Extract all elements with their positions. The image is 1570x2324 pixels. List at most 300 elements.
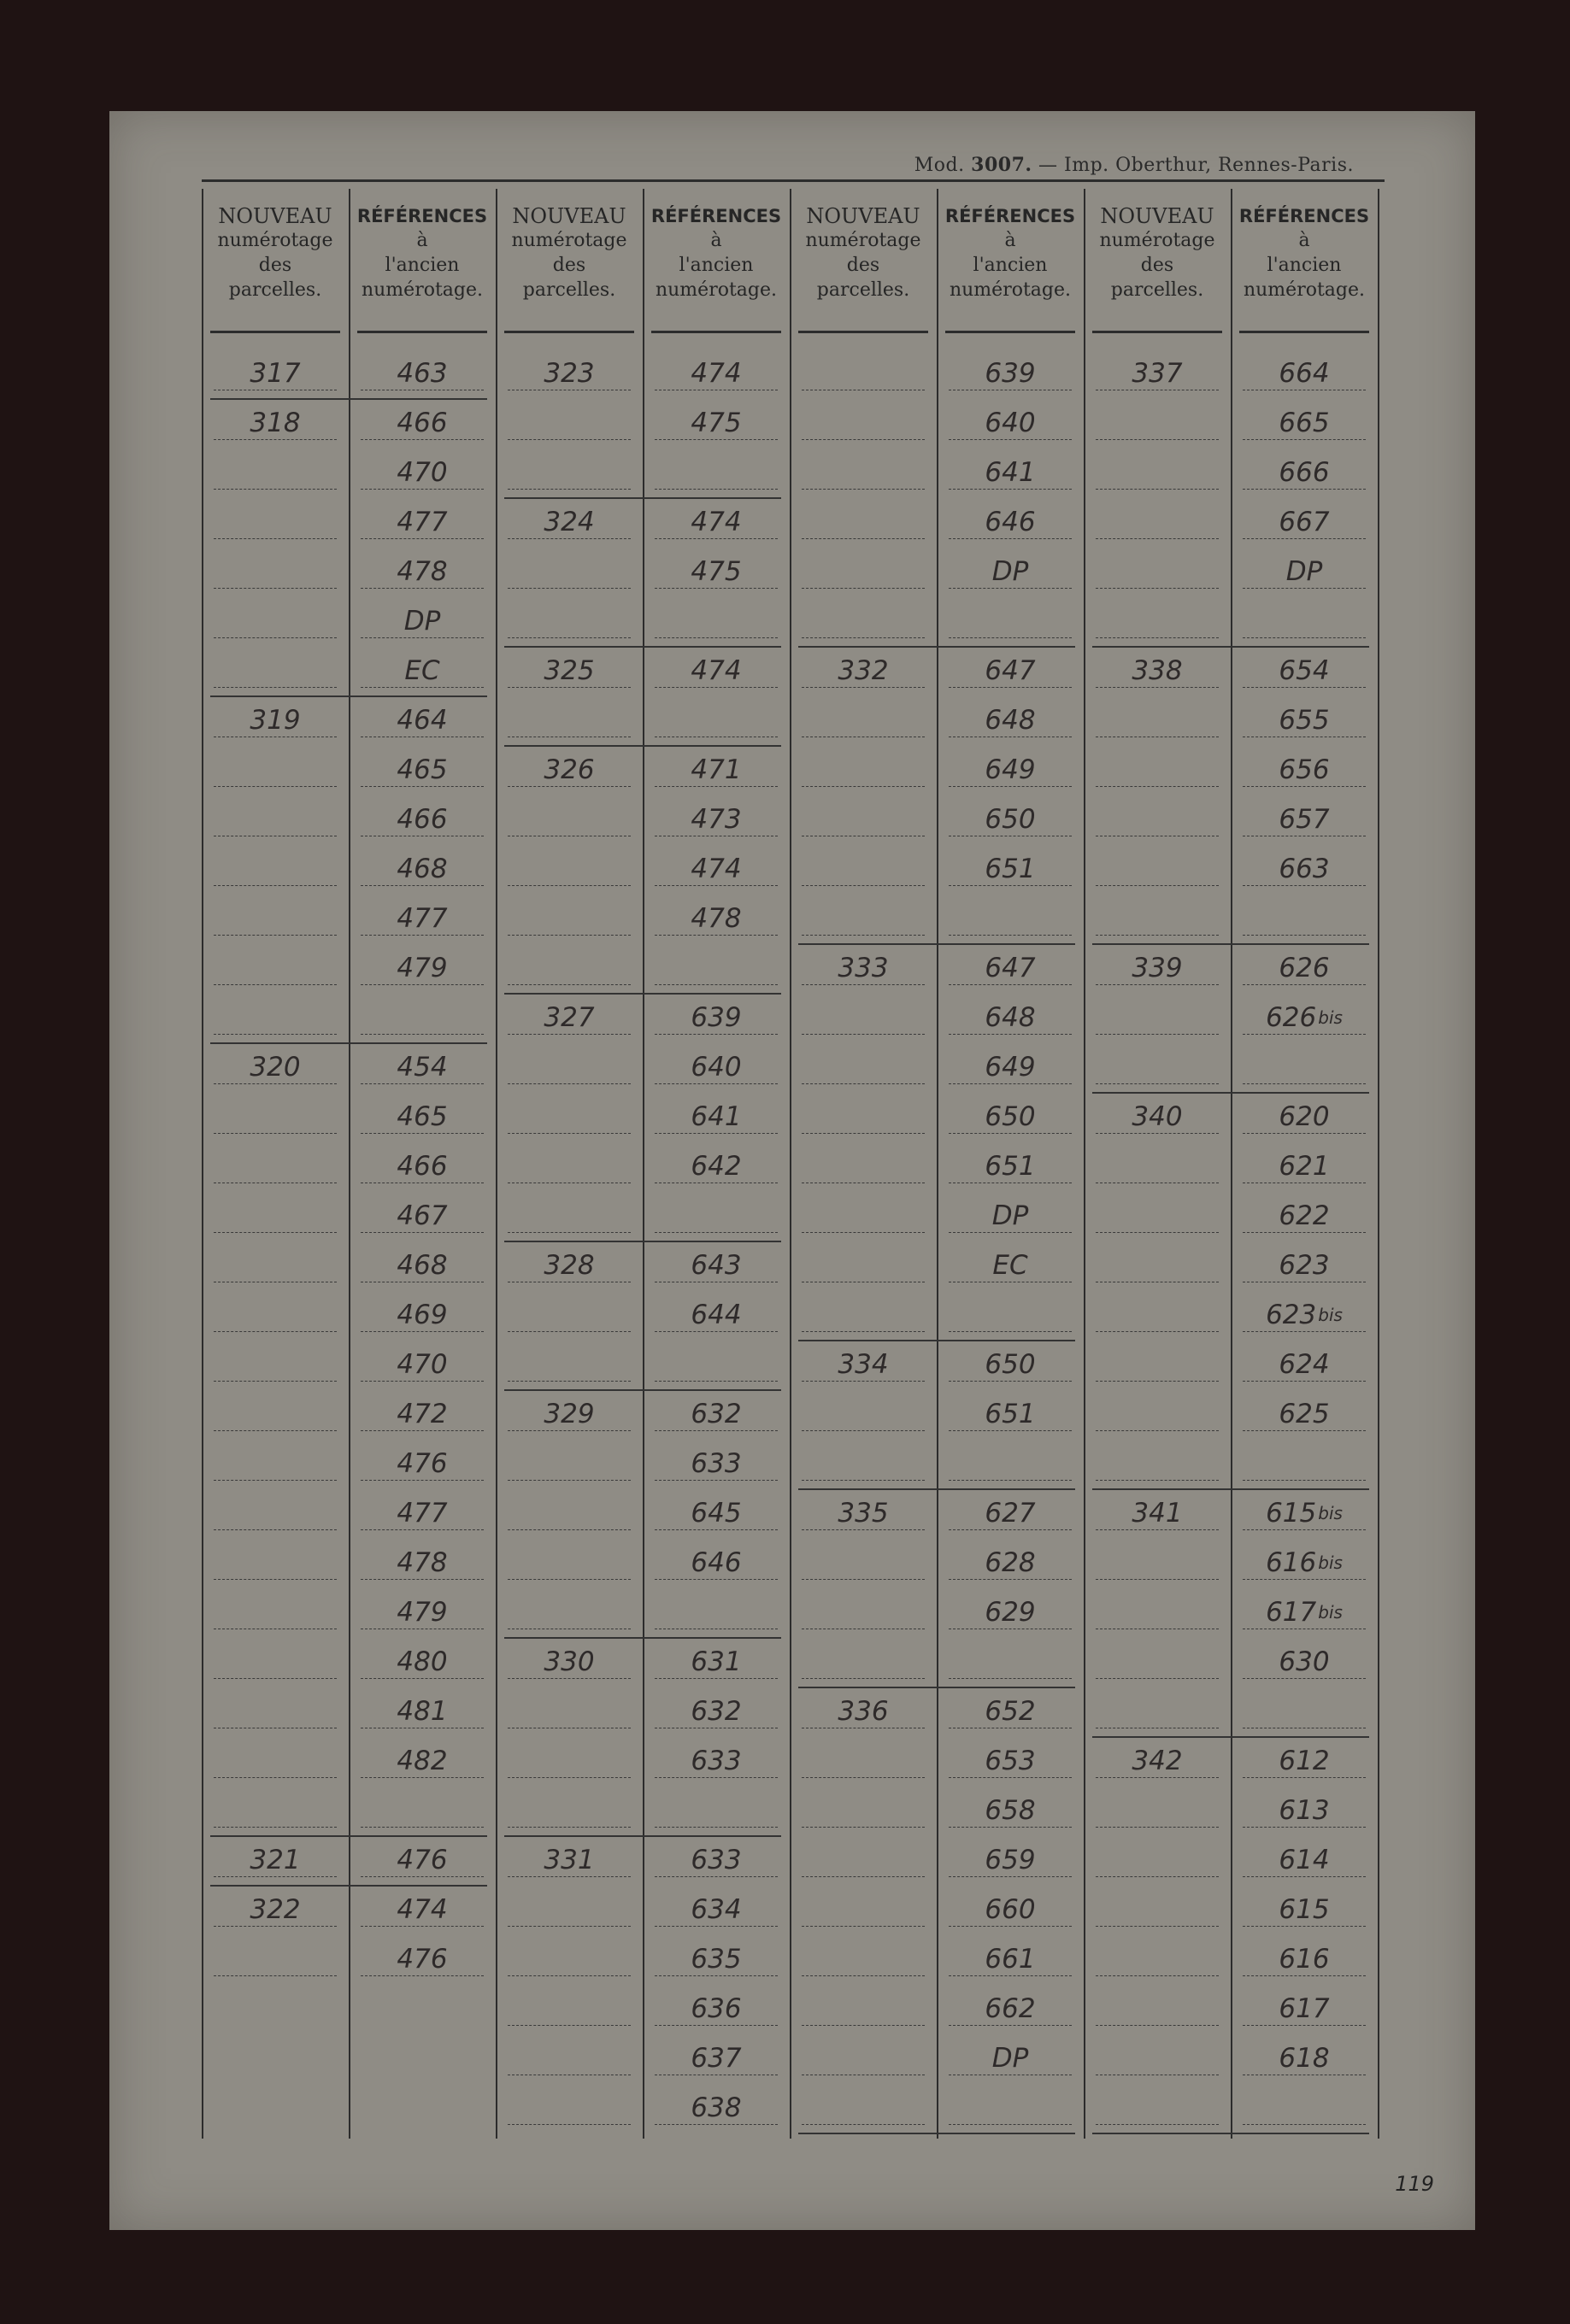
old-reference: 465 [397,1101,448,1132]
entry-separator [504,993,781,995]
row-guide [214,1926,337,1927]
entry-separator [504,1241,781,1242]
row-guide [361,637,484,638]
new-parcel-number: 337 [1132,358,1183,389]
row-guide [655,1083,778,1084]
row-guide [1243,1926,1366,1927]
row-guide [1243,1133,1366,1134]
bis-mark: bis [1318,1007,1343,1028]
bis-mark: bis [1318,1602,1343,1623]
header-line: parcelles. [1110,279,1204,301]
new-parcel-number: 342 [1132,1746,1183,1776]
row-guide [1096,2025,1219,2026]
row-guide [655,489,778,490]
row-guide [214,588,337,589]
entry-separator [504,1835,781,1837]
row-guide [802,2025,925,2026]
bis-mark: bis [1318,1503,1343,1523]
old-reference: 663 [1279,854,1330,884]
row-guide [1243,1430,1366,1431]
old-reference: 474 [691,507,742,537]
new-parcel-number: 318 [250,408,301,438]
row-guide [1096,489,1219,490]
row-guide [214,489,337,490]
row-guide [655,935,778,936]
old-reference: 662 [985,1993,1036,2024]
new-parcel-number: 336 [838,1696,889,1727]
old-reference: 653 [985,1746,1036,1776]
column-pair-1 [202,189,496,2139]
row-guide [802,1430,925,1431]
entry-separator [210,398,487,400]
old-reference: 474 [397,1894,448,1925]
new-parcel-number: 332 [838,655,889,686]
row-guide [949,1480,1072,1481]
old-reference: 470 [397,1349,448,1380]
old-reference: 651 [985,854,1036,884]
row-guide [802,588,925,589]
row-guide [655,1430,778,1431]
row-guide [508,1777,631,1778]
old-reference: 638 [691,2092,742,2123]
row-guide [1243,1975,1366,1976]
header-line: numérotage [1099,230,1215,251]
old-reference: 649 [985,1052,1036,1083]
entry-separator [1092,1092,1369,1094]
old-reference: 479 [397,1597,448,1628]
old-reference: 666 [1279,457,1330,488]
row-guide [214,1529,337,1530]
row-guide [361,1083,484,1084]
row-guide [949,1529,1072,1530]
row-guide [508,637,631,638]
header-line: numérotage [217,230,333,251]
old-reference: 636 [691,1993,742,2024]
row-guide [361,1579,484,1580]
row-guide [508,984,631,985]
row-guide [802,1381,925,1382]
row-guide [802,885,925,886]
row-guide [361,935,484,936]
old-reference: 647 [985,953,1036,983]
row-guide [361,1876,484,1877]
row-guide [214,1777,337,1778]
row-guide [214,935,337,936]
entry-separator [210,1835,487,1837]
row-guide [508,1926,631,1927]
old-reference: 617 [1279,1993,1330,2024]
row-guide [1243,687,1366,688]
old-reference: 463 [397,358,448,389]
old-reference: 613 [1279,1795,1330,1826]
new-parcel-number: 322 [250,1894,301,1925]
old-reference: 644 [691,1300,742,1330]
entry-separator [210,695,487,697]
header-line: des [846,255,880,276]
header-line: des [1140,255,1174,276]
column-rule [202,189,203,2139]
old-reference: 621 [1279,1151,1330,1182]
old-reference: 660 [985,1894,1036,1925]
row-guide [949,885,1072,886]
old-reference: 646 [985,507,1036,537]
old-reference: 650 [985,804,1036,835]
header-line: à [1004,230,1016,251]
row-guide [655,439,778,440]
row-guide [802,1975,925,1976]
row-guide [508,935,631,936]
row-guide [802,439,925,440]
old-reference: DP [1285,556,1323,587]
row-guide [1243,1381,1366,1382]
row-guide [1096,637,1219,638]
row-guide [655,1381,778,1382]
old-reference: 649 [985,754,1036,785]
row-guide [949,1777,1072,1778]
new-parcel-number: 334 [838,1349,889,1380]
bis-mark: bis [1318,1552,1343,1573]
header-line: à [416,230,428,251]
row-guide [655,687,778,688]
row-guide [949,786,1072,787]
row-guide [949,2124,1072,2125]
row-guide [655,1232,778,1233]
new-parcel-number: 321 [250,1845,301,1875]
old-reference: 628 [985,1547,1036,1578]
old-reference: 475 [691,556,742,587]
row-guide [361,1133,484,1134]
row-guide [508,1827,631,1828]
old-reference: 475 [691,408,742,438]
row-guide [655,1331,778,1332]
row-guide [214,1232,337,1233]
row-guide [1096,687,1219,688]
row-guide [1243,1827,1366,1828]
old-reference: 466 [397,408,448,438]
entry-separator [1092,1736,1369,1738]
old-reference: 650 [985,1349,1036,1380]
new-parcel-number: 327 [544,1002,595,1033]
new-parcel-number: 323 [544,358,595,389]
row-guide [949,489,1072,490]
row-guide [1096,1133,1219,1134]
row-guide [508,489,631,490]
old-reference: 467 [397,1200,448,1231]
row-guide [361,439,484,440]
row-guide [949,637,1072,638]
old-reference: 640 [985,408,1036,438]
page-number: 119 [1395,2172,1434,2196]
row-guide [802,984,925,985]
row-guide [655,1777,778,1778]
row-guide [1096,439,1219,440]
row-guide [655,1579,778,1580]
row-guide [655,984,778,985]
header-rule [651,331,781,333]
header-line: des [258,255,292,276]
row-guide [508,439,631,440]
old-reference: 477 [397,1498,448,1529]
old-reference: 474 [691,655,742,686]
row-guide [1243,1876,1366,1877]
row-guide [1243,1579,1366,1580]
old-reference: 479 [397,953,448,983]
row-guide [949,1232,1072,1233]
row-guide [361,687,484,688]
header-line: NOUVEAU [1100,204,1214,228]
column-rule [937,189,938,2139]
row-guide [361,984,484,985]
new-parcel-number: 319 [250,705,301,736]
old-reference: 645 [691,1498,742,1529]
row-guide [802,1777,925,1778]
old-reference: 657 [1279,804,1330,835]
row-guide [1096,935,1219,936]
row-guide [655,637,778,638]
row-guide [508,1579,631,1580]
row-guide [1096,1232,1219,1233]
row-guide [802,1034,925,1035]
row-guide [1243,637,1366,638]
row-guide [949,1579,1072,1580]
old-reference: 630 [1279,1646,1330,1677]
old-reference: 651 [985,1151,1036,1182]
old-reference: 647 [985,655,1036,686]
column-pair-2 [496,189,790,2139]
row-guide [214,1579,337,1580]
new-parcel-number: 338 [1132,655,1183,686]
header-line: numérotage. [655,279,778,301]
row-guide [214,1331,337,1332]
header-rule [210,331,340,333]
row-guide [949,1034,1072,1035]
entry-separator [798,646,1075,648]
old-reference: 476 [397,1845,448,1875]
entry-separator [1092,646,1369,648]
column-rule [790,189,791,2139]
row-guide [214,1480,337,1481]
old-reference: 667 [1279,507,1330,537]
column-rule [643,189,644,2139]
row-guide [361,1480,484,1481]
row-guide [214,1827,337,1828]
row-guide [214,1381,337,1382]
row-guide [1243,786,1366,787]
entry-separator [798,943,1075,945]
row-guide [361,1975,484,1976]
entry-separator [504,745,781,747]
row-guide [508,2025,631,2026]
header-line: parcelles. [522,279,616,301]
row-guide [1243,1232,1366,1233]
header-line: RÉFÉRENCES [1238,206,1370,226]
row-guide [508,1480,631,1481]
old-reference: 477 [397,507,448,537]
header-old-references [937,189,1084,326]
old-reference: 655 [1279,705,1330,736]
old-reference: 651 [985,1399,1036,1429]
row-guide [802,489,925,490]
row-guide [1243,885,1366,886]
row-guide [508,1678,631,1679]
old-reference: 626 [1279,953,1330,983]
row-guide [655,538,778,539]
old-reference: 616 [1279,1944,1330,1975]
header-rule [357,331,487,333]
row-guide [361,1827,484,1828]
header-line: numérotage. [949,279,1072,301]
old-reference: 471 [691,754,742,785]
row-guide [802,687,925,688]
old-reference: 665 [1279,408,1330,438]
imprint-prefix: Mod. [914,155,965,176]
old-reference: 466 [397,1151,448,1182]
header-line: NOUVEAU [512,204,626,228]
header-rule [1239,331,1369,333]
row-guide [1243,935,1366,936]
row-guide [655,1827,778,1828]
header-new-numbering [1084,189,1231,326]
old-reference: 639 [691,1002,742,1033]
row-guide [1243,1034,1366,1035]
row-guide [214,637,337,638]
row-guide [361,489,484,490]
old-reference: 629 [985,1597,1036,1628]
old-reference: 625 [1279,1399,1330,1429]
old-reference: 664 [1279,358,1330,389]
row-guide [949,1678,1072,1679]
header-line: NOUVEAU [806,204,920,228]
row-guide [655,786,778,787]
entry-separator [210,1885,487,1887]
row-guide [802,1083,925,1084]
row-guide [802,1529,925,1530]
old-reference: 616 $^{bis}$ [1266,1547,1343,1578]
row-guide [361,1777,484,1778]
row-guide [214,1133,337,1134]
header-rule [945,331,1075,333]
row-guide [802,1678,925,1679]
row-guide [1096,1876,1219,1877]
old-reference: 478 [397,556,448,587]
row-guide [508,1331,631,1332]
old-reference: 472 [397,1399,448,1429]
row-guide [1096,1430,1219,1431]
header-new-numbering [790,189,937,326]
row-guide [802,935,925,936]
old-reference: DP [403,606,441,637]
old-reference: DP [991,1200,1029,1231]
row-guide [1243,538,1366,539]
old-reference: 618 [1279,2043,1330,2074]
column-pair-3 [790,189,1084,2139]
entry-separator [1092,2133,1369,2134]
header-line: parcelles. [228,279,322,301]
row-guide [361,1034,484,1035]
old-reference: 648 [985,705,1036,736]
header-line: l'ancien [973,255,1048,276]
header-line: numérotage [511,230,627,251]
column-rule [349,189,350,2139]
old-reference: 476 [397,1448,448,1479]
row-guide [214,1975,337,1976]
old-reference: 659 [985,1845,1036,1875]
old-reference: 481 [397,1696,448,1727]
row-guide [655,1926,778,1927]
row-guide [655,1975,778,1976]
header-line: numérotage. [1243,279,1366,301]
old-reference: 477 [397,903,448,934]
old-reference: 641 [691,1101,742,1132]
row-guide [802,1926,925,1927]
row-guide [361,786,484,787]
row-guide [1243,1529,1366,1530]
old-reference: 465 [397,754,448,785]
row-guide [1096,1381,1219,1382]
row-guide [1096,1926,1219,1927]
new-parcel-number: 328 [544,1250,595,1281]
row-guide [949,1083,1072,1084]
row-guide [1243,2124,1366,2125]
row-guide [802,1827,925,1828]
header-line: parcelles. [816,279,910,301]
entry-separator [504,1389,781,1391]
row-guide [508,687,631,688]
header-line: l'ancien [679,255,754,276]
old-reference: 658 [985,1795,1036,1826]
row-guide [655,1133,778,1134]
old-reference: 476 [397,1944,448,1975]
row-guide [655,1034,778,1035]
row-guide [1096,786,1219,787]
row-guide [802,538,925,539]
new-parcel-number: 340 [1132,1101,1183,1132]
row-guide [655,2124,778,2125]
row-guide [1243,1777,1366,1778]
header-line: numérotage [805,230,921,251]
old-reference: 633 [691,1845,742,1875]
old-reference: 615 $^{bis}$ [1266,1498,1343,1529]
new-parcel-number: 341 [1132,1498,1183,1529]
row-guide [508,1034,631,1035]
row-guide [214,786,337,787]
entry-separator [1092,1488,1369,1490]
old-reference: 478 [691,903,742,934]
old-reference: 617 $^{bis}$ [1266,1597,1343,1628]
row-guide [214,687,337,688]
row-guide [1096,538,1219,539]
row-guide [1243,588,1366,589]
old-reference: 632 [691,1399,742,1429]
column-pair-4 [1084,189,1378,2139]
row-guide [361,1232,484,1233]
row-guide [361,538,484,539]
ledger-sheet [109,111,1475,2230]
imprint-model-number: 3007. [971,154,1032,176]
entry-separator [504,497,781,499]
row-guide [361,1926,484,1927]
row-guide [802,1133,925,1134]
row-guide [655,1876,778,1877]
row-guide [802,2124,925,2125]
row-guide [1243,1480,1366,1481]
row-guide [802,1579,925,1580]
row-guide [214,1034,337,1035]
row-guide [655,2025,778,2026]
column-rule [1231,189,1232,2139]
entry-separator [1092,943,1369,945]
row-guide [949,1133,1072,1134]
